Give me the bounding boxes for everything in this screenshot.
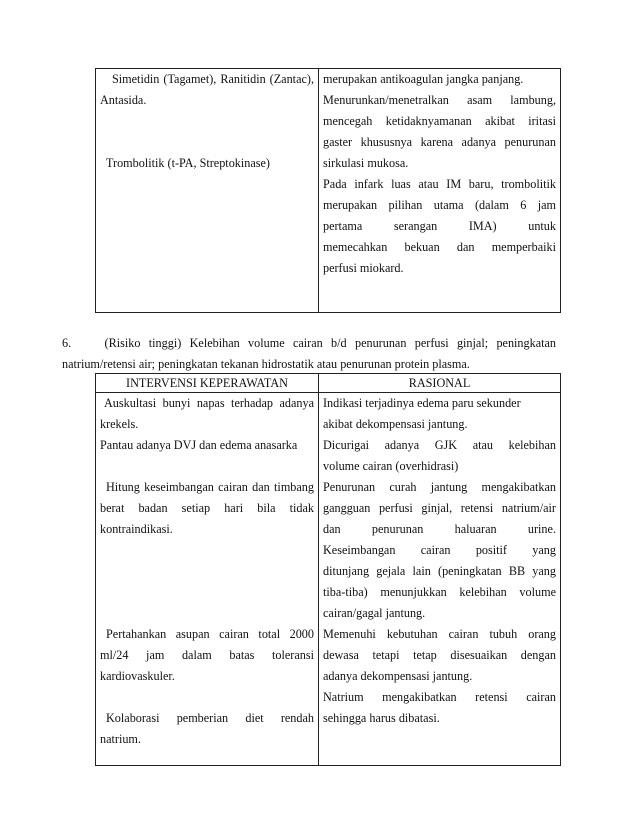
text-line: Simetidin (Tagamet), Ranitidin (Zantac), bbox=[112, 72, 314, 86]
text-line: ml/24 jam dalam batas toleransi bbox=[100, 648, 314, 662]
text-line: tiba-tiba) menunjukkan kelebihan volume bbox=[323, 585, 556, 599]
intervention-cell bbox=[96, 393, 319, 766]
header-rationale: RASIONAL bbox=[319, 374, 561, 393]
text-line: natrium. bbox=[100, 732, 141, 746]
text-line: memecahkan bekuan dan memperbaiki bbox=[323, 240, 556, 254]
diagnosis-line-2: natrium/retensi air; peningkatan tekanan hidrostatik atau penurunan protein plasma. bbox=[62, 357, 470, 371]
text-line: volume cairan (overhidrasi) bbox=[323, 459, 459, 473]
text-line: ditunjang gejala lain (peningkatan BB yang bbox=[323, 564, 556, 578]
text-line: merupakan pilihan utama (dalam 6 jam bbox=[323, 198, 556, 212]
text-line: cairan/gagal jantung. bbox=[323, 606, 426, 620]
text-line: pertama serangan IMA) untuk bbox=[323, 219, 556, 233]
diagnosis-paragraph bbox=[62, 333, 556, 375]
diagnosis-text: (Risiko tinggi) Kelebihan volume cairan b/d penurunan perfusi ginjal; peningkatan bbox=[104, 336, 557, 350]
text-line: Menurunkan/menetralkan asam lambung, bbox=[323, 93, 556, 107]
item-number: 6. bbox=[62, 336, 72, 350]
table-row bbox=[96, 69, 561, 313]
intervention-table bbox=[95, 373, 561, 766]
text-line: sirkulasi mukosa. bbox=[323, 156, 409, 170]
text-line: gaster khususnya karena adanya penurunan bbox=[323, 135, 556, 149]
table-header-row bbox=[96, 374, 561, 393]
text-line: sehingga harus dibatasi. bbox=[323, 711, 440, 725]
text-line: adanya dekompensasi jantung. bbox=[323, 669, 473, 683]
text-line: Auskultasi bunyi napas terhadap adanya bbox=[104, 396, 314, 410]
text-line: Dicurigai adanya GJK atau kelebihan bbox=[323, 438, 556, 452]
text-line: dan penurunan haluaran urine. bbox=[323, 522, 556, 536]
text-line: Natrium mengakibatkan retensi cairan bbox=[323, 690, 556, 704]
text-line: akibat dekompensasi jantung. bbox=[323, 417, 468, 431]
table-row bbox=[96, 393, 561, 766]
diagnosis-line-1 bbox=[62, 333, 556, 354]
text-line: Pertahankan asupan cairan total 2000 bbox=[106, 627, 314, 641]
medication-table bbox=[95, 68, 561, 313]
text-line: kardiovaskuler. bbox=[100, 669, 175, 683]
text-line: merupakan antikoagulan jangka panjang. bbox=[323, 72, 524, 86]
text-line: perfusi miokard. bbox=[323, 261, 404, 275]
text-line: dewasa tetapi tetap disesuaikan dengan bbox=[323, 648, 556, 662]
text-line: Indikasi terjadinya edema paru sekunder bbox=[323, 396, 521, 410]
rationale-cell bbox=[319, 69, 561, 313]
text-line: Pantau adanya DVJ dan edema anasarka bbox=[100, 438, 298, 452]
text-line: Antasida. bbox=[100, 93, 147, 107]
text-line: Memenuhi kebutuhan cairan tubuh orang bbox=[323, 627, 556, 641]
rationale-cell bbox=[319, 393, 561, 766]
intervention-cell bbox=[96, 69, 319, 313]
text-line: gangguan perfusi ginjal, retensi natrium/air bbox=[323, 501, 556, 515]
text-line: Pada infark luas atau IM baru, trombolitik bbox=[323, 177, 556, 191]
text-line: Penurunan curah jantung mengakibatkan bbox=[323, 480, 556, 494]
header-intervention: INTERVENSI KEPERAWATAN bbox=[96, 374, 319, 393]
text-line: kontraindikasi. bbox=[100, 522, 173, 536]
text-line: krekels. bbox=[100, 417, 139, 431]
text-line: Keseimbangan cairan positif yang bbox=[323, 543, 556, 557]
text-line: Kolaborasi pemberian diet rendah bbox=[106, 711, 314, 725]
text-line: mencegah ketidaknyamanan akibat iritasi bbox=[323, 114, 556, 128]
text-line: Trombolitik (t-PA, Streptokinase) bbox=[106, 156, 270, 170]
text-line: Hitung keseimbangan cairan dan timbang bbox=[106, 480, 314, 494]
text-line: berat badan setiap hari bila tidak bbox=[100, 501, 314, 515]
